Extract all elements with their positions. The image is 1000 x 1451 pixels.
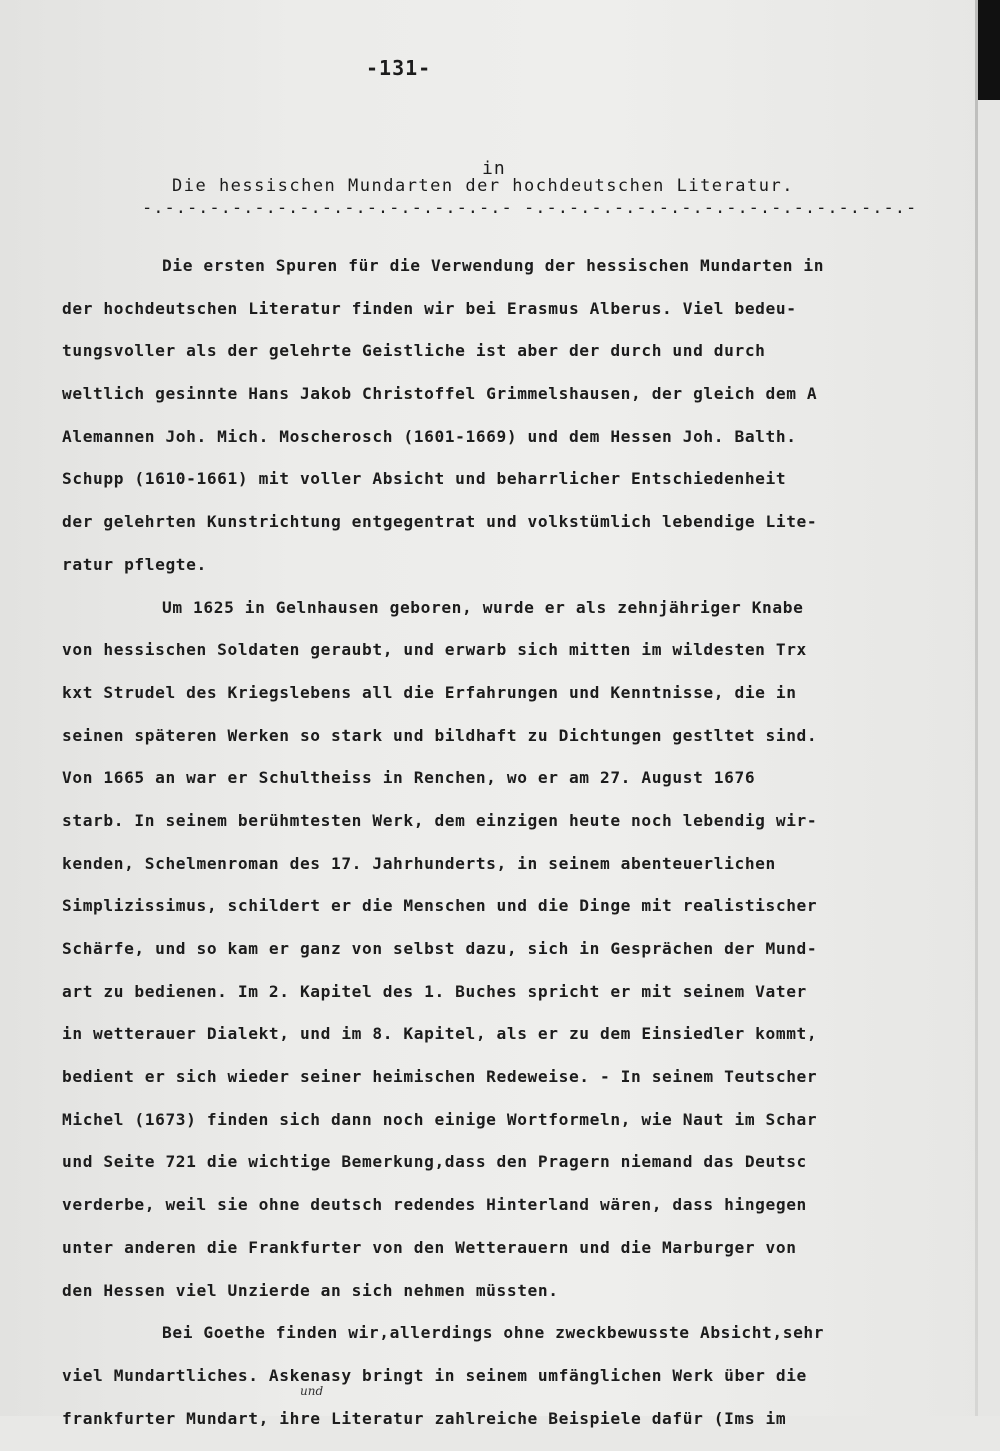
text-line: Schupp (1610-1661) mit voller Absicht und beharrlicher Entschiedenheit [62, 469, 787, 489]
text-line: in wetterauer Dialekt, und im 8. Kapitel, als er zu dem Einsiedler kommt, [62, 1024, 818, 1044]
text-line: weltlich gesinnte Hans Jakob Christoffel Grimmelshausen, der gleich dem A [62, 384, 818, 404]
body-text [62, 256, 982, 1451]
text-line: tungsvoller als der gelehrte Geistliche ist aber der durch und durch [62, 341, 766, 361]
page-number: -131- [366, 56, 432, 80]
text-line: starb. In seinem berühmtesten Werk, dem einzigen heute noch lebendig wir- [62, 810, 818, 830]
text-line: frankfurter Mundart, ihre Literatur zahlreiche Beispiele dafür (Ims im [62, 1408, 787, 1428]
text-line: der hochdeutschen Literatur finden wir bei Erasmus Alberus. Viel bedeu- [62, 298, 797, 318]
text-line: Schärfe, und so kam er ganz von selbst dazu, sich in Gesprächen der Mund- [62, 939, 818, 958]
text-line: viel Mundartliches. Askenasy bringt in seinem umfänglichen Werk über die [62, 1365, 807, 1385]
text-line: verderbe, weil sie ohne deutsch redendes Hinterland wären, dass hingegen [62, 1195, 807, 1215]
text-line: ratur pflegte. [62, 554, 207, 574]
text-line: art zu bedienen. Im 2. Kapitel des 1. Buches spricht er mit seinem Vater [62, 981, 807, 1001]
text-line: Simplizissimus, schildert er die Menschen und die Dinge mit realistischer [62, 896, 818, 916]
text-line: den Hessen viel Unzierde an sich nehmen müssten. [62, 1280, 559, 1300]
text-line: Alemannen Joh. Mich. Moscherosch (1601-1669) und dem Hessen Joh. Balth. [62, 426, 797, 446]
handwritten-marginal-note: und [300, 1384, 324, 1398]
text-line: seinen späteren Werken so stark und bildhaft zu Dichtungen gestltet sind. [62, 725, 818, 745]
text-line: von hessischen Soldaten geraubt, und erwarb sich mitten im wildesten Trx [62, 640, 807, 660]
text-line: bedient er sich wieder seiner heimischen Redeweise. - In seinem Teutscher [62, 1067, 818, 1087]
heading-preposition: in [482, 158, 506, 179]
chapter-title: Die hessischen Mundarten der hochdeutschen Literatur. [172, 176, 794, 196]
text-line: kenden, Schelmenroman des 17. Jahrhunderts, in seinem abenteuerlichen [62, 853, 776, 873]
text-line: kxt Strudel des Kriegslebens all die Erfahrungen und Kenntnisse, die in [62, 682, 797, 702]
text-line: Die ersten Spuren für die Verwendung der hessischen Mundarten in [162, 256, 825, 275]
text-line: und Seite 721 die wichtige Bemerkung,dass den Pragern niemand das Deutsc [62, 1152, 807, 1172]
text-line: der gelehrten Kunstrichtung entgegentrat und volkstümlich lebendige Lite- [62, 512, 818, 532]
text-line: unter anderen die Frankfurter von den Wetterauern und die Marburger von [62, 1237, 797, 1257]
title-underline-rule: -.-.-.-.-.-.-.-.-.-.-.-.-.-.-.-.- -.-.-.-.-.-.-.-.-.-.-.-.-.-.-.-.-.- [142, 198, 918, 218]
text-line: Von 1665 an war er Schultheiss in Renchen, wo er am 27. August 1676 [62, 768, 756, 788]
text-line: Bei Goethe finden wir,allerdings ohne zweckbewusste Absicht,sehr [162, 1323, 825, 1343]
text-line: Um 1625 in Gelnhausen geboren, wurde er als zehnjähriger Knabe [162, 597, 804, 617]
text-line: Michel (1673) finden sich dann noch einige Wortformeln, wie Naut im Schar [62, 1109, 818, 1129]
scan-edge-mark [978, 0, 1000, 100]
